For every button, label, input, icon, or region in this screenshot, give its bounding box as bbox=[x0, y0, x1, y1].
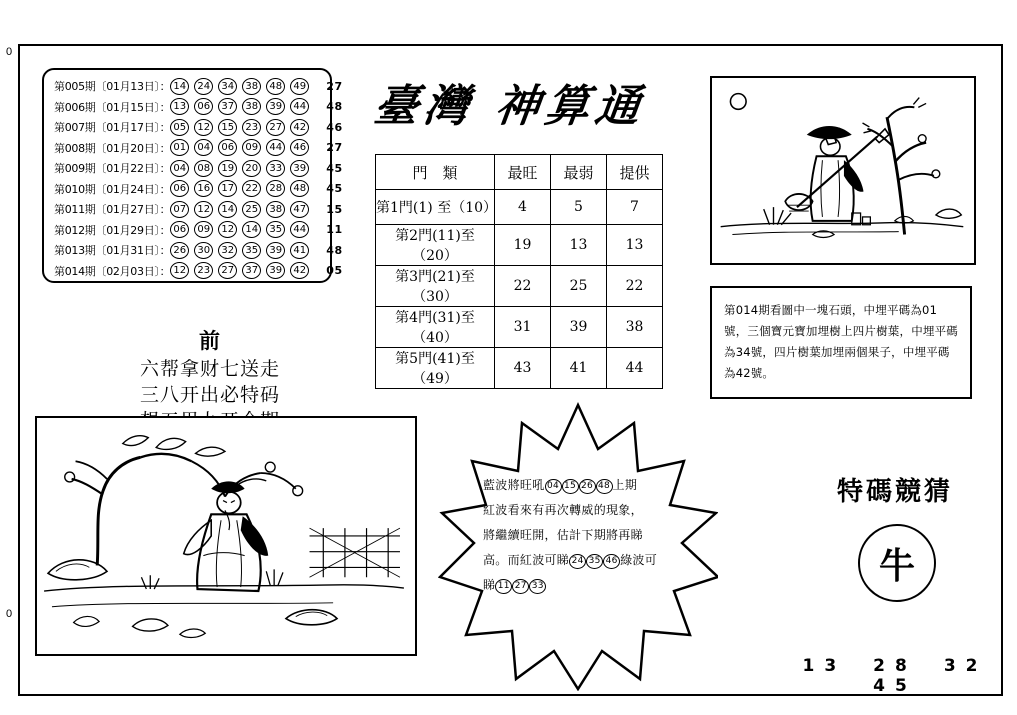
ball: 27 bbox=[218, 262, 237, 279]
ball: 08 bbox=[194, 160, 213, 177]
ball: 13 bbox=[170, 98, 189, 115]
burst-line-3: 將繼續旺開，估計下期將再睇 bbox=[483, 528, 643, 542]
ball: 14 bbox=[242, 221, 261, 238]
table-row bbox=[54, 138, 343, 159]
ball: 06 bbox=[170, 221, 189, 238]
ball: 35 bbox=[586, 554, 603, 569]
ball: 27 bbox=[512, 579, 529, 594]
ball: 23 bbox=[194, 262, 213, 279]
special-ball: 27 bbox=[326, 79, 343, 93]
burst-line-5-pre: 睇 bbox=[483, 578, 496, 592]
cell-range: 第5門(41)至（49） bbox=[376, 348, 495, 389]
draw-balls bbox=[170, 180, 342, 197]
zodiac-circle bbox=[858, 524, 936, 602]
column-header-offer: 提供 bbox=[607, 155, 663, 190]
draw-label: 第009期〔01月22日〕： bbox=[54, 162, 171, 176]
ball: 16 bbox=[194, 180, 213, 197]
ball: 15 bbox=[218, 119, 237, 136]
draw-label: 第006期〔01月15日〕： bbox=[54, 100, 171, 114]
ball: 48 bbox=[596, 479, 613, 494]
cell-cold: 41 bbox=[551, 348, 607, 389]
ball: 38 bbox=[242, 98, 261, 115]
gate-stats-table bbox=[375, 154, 663, 389]
draw-balls bbox=[170, 78, 342, 95]
cell-cold: 25 bbox=[551, 266, 607, 307]
ball: 44 bbox=[290, 98, 309, 115]
special-ball: 46 bbox=[326, 120, 343, 134]
table-row bbox=[54, 76, 343, 97]
cell-hot: 43 bbox=[495, 348, 551, 389]
ink-painting-sage-svg bbox=[37, 418, 411, 650]
ball: 44 bbox=[266, 139, 285, 156]
ball: 06 bbox=[170, 180, 189, 197]
burst-line-2: 紅波看來有再次轉威的現象， bbox=[483, 503, 643, 517]
ball: 12 bbox=[218, 221, 237, 238]
ball: 38 bbox=[242, 78, 261, 95]
ball: 25 bbox=[242, 201, 261, 218]
starburst-callout bbox=[438, 401, 718, 691]
table-row bbox=[54, 199, 343, 220]
tema-guess-title: 特碼競猜 bbox=[836, 477, 953, 507]
ball: 19 bbox=[218, 160, 237, 177]
ball: 33 bbox=[266, 160, 285, 177]
special-ball: 48 bbox=[326, 243, 343, 257]
draw-balls bbox=[170, 242, 342, 259]
table-row bbox=[54, 97, 343, 118]
burst-line-5 bbox=[483, 573, 673, 598]
draw-label: 第008期〔01月20日〕： bbox=[54, 141, 171, 155]
cell-hot: 19 bbox=[495, 225, 551, 266]
burst-line-4 bbox=[483, 548, 673, 573]
ink-painting-sage-icon bbox=[35, 416, 417, 656]
ball: 22 bbox=[242, 180, 261, 197]
ball: 17 bbox=[218, 180, 237, 197]
table-row bbox=[376, 348, 663, 389]
cell-offer: 13 bbox=[607, 225, 663, 266]
ball: 46 bbox=[290, 139, 309, 156]
ball: 33 bbox=[529, 579, 546, 594]
ball: 28 bbox=[266, 180, 285, 197]
cell-offer: 44 bbox=[607, 348, 663, 389]
ball: 04 bbox=[170, 160, 189, 177]
burst-text-block bbox=[483, 473, 673, 598]
cell-range: 第3門(21)至（30） bbox=[376, 266, 495, 307]
cell-range: 第1門(1) 至（10） bbox=[376, 190, 495, 225]
ball: 09 bbox=[194, 221, 213, 238]
ball: 44 bbox=[290, 221, 309, 238]
ball: 41 bbox=[290, 242, 309, 259]
table-row bbox=[54, 158, 343, 179]
draw-label: 第012期〔01月29日〕： bbox=[54, 223, 171, 237]
cell-range: 第2門(11)至（20） bbox=[376, 225, 495, 266]
special-ball: 27 bbox=[326, 141, 343, 155]
draw-label: 第005期〔01月13日〕： bbox=[54, 80, 171, 94]
column-header-category: 門 類 bbox=[376, 155, 495, 190]
ball: 01 bbox=[170, 139, 189, 156]
ball: 37 bbox=[242, 262, 261, 279]
table-row bbox=[54, 179, 343, 200]
ball: 24 bbox=[569, 554, 586, 569]
special-ball: 05 bbox=[326, 264, 343, 278]
note-text: 第014期看圖中一塊石頭，中埋平碼為01號，三個寶元寶加埋樹上四片樹葉，中埋平碼為34號，四片樹葉加埋兩個果子，中埋平碼為42號。 bbox=[724, 303, 958, 380]
ball: 26 bbox=[579, 479, 596, 494]
ball: 42 bbox=[290, 119, 309, 136]
zodiac-label: 牛 bbox=[878, 544, 915, 587]
cell-cold: 39 bbox=[551, 307, 607, 348]
cell-offer: 22 bbox=[607, 266, 663, 307]
draw-balls bbox=[170, 119, 342, 136]
burst-line-1 bbox=[483, 473, 673, 498]
ball: 09 bbox=[242, 139, 261, 156]
tema-numbers: 13 28 32 45 bbox=[802, 656, 1015, 696]
table-row bbox=[54, 240, 343, 261]
poem-line: 六帮拿财七送走 bbox=[139, 358, 280, 380]
ball: 14 bbox=[170, 78, 189, 95]
poem-heading: 前 bbox=[199, 328, 221, 353]
draw-label: 第011期〔01月27日〕： bbox=[54, 203, 171, 217]
ball: 38 bbox=[266, 201, 285, 218]
special-ball: 48 bbox=[326, 100, 343, 114]
ball: 49 bbox=[290, 78, 309, 95]
draw-balls bbox=[170, 160, 342, 177]
ball: 26 bbox=[170, 242, 189, 259]
ball: 20 bbox=[242, 160, 261, 177]
ball: 06 bbox=[194, 98, 213, 115]
special-ball: 45 bbox=[326, 182, 343, 196]
cell-cold: 5 bbox=[551, 190, 607, 225]
ball: 12 bbox=[194, 119, 213, 136]
ball: 37 bbox=[218, 98, 237, 115]
ball: 47 bbox=[290, 201, 309, 218]
draw-balls bbox=[170, 139, 342, 156]
draw-label: 第010期〔01月24日〕： bbox=[54, 182, 171, 196]
edge-mark-mid-left: 0 bbox=[6, 608, 13, 620]
draw-label: 第007期〔01月17日〕： bbox=[54, 121, 171, 135]
table-row bbox=[376, 190, 663, 225]
table-row bbox=[376, 225, 663, 266]
ball: 12 bbox=[194, 201, 213, 218]
special-ball: 11 bbox=[326, 223, 343, 237]
draw-balls bbox=[170, 98, 342, 115]
ball: 23 bbox=[242, 119, 261, 136]
ball: 39 bbox=[290, 160, 309, 177]
table-row bbox=[54, 220, 343, 241]
draw-balls bbox=[170, 201, 342, 218]
ball: 04 bbox=[194, 139, 213, 156]
ball: 14 bbox=[218, 201, 237, 218]
draw-balls bbox=[170, 221, 342, 238]
ball: 48 bbox=[266, 78, 285, 95]
ball: 34 bbox=[218, 78, 237, 95]
ink-painting-farmer-svg bbox=[712, 78, 970, 259]
picture-explanation-note bbox=[710, 286, 972, 399]
ball: 15 bbox=[562, 479, 579, 494]
ball: 32 bbox=[218, 242, 237, 259]
cell-hot: 4 bbox=[495, 190, 551, 225]
poster-sheet bbox=[18, 44, 1015, 696]
cell-range: 第4門(31)至（40） bbox=[376, 307, 495, 348]
cell-offer: 7 bbox=[607, 190, 663, 225]
burst-line-1-post: 上期 bbox=[612, 478, 638, 492]
ink-painting-farmer-icon bbox=[710, 76, 976, 265]
ball: 27 bbox=[266, 119, 285, 136]
ball: 12 bbox=[170, 262, 189, 279]
ball: 42 bbox=[290, 262, 309, 279]
draw-label: 第014期〔02月03日〕： bbox=[54, 264, 171, 278]
ball: 35 bbox=[242, 242, 261, 259]
column-header-hot: 最旺 bbox=[495, 155, 551, 190]
table-row bbox=[54, 261, 343, 282]
special-ball: 15 bbox=[326, 202, 343, 216]
draw-label: 第013期〔01月31日〕： bbox=[54, 244, 171, 258]
cell-hot: 22 bbox=[495, 266, 551, 307]
ball: 46 bbox=[603, 554, 620, 569]
table-header-row bbox=[376, 155, 663, 190]
ball: 05 bbox=[170, 119, 189, 136]
ball: 39 bbox=[266, 262, 285, 279]
cell-hot: 31 bbox=[495, 307, 551, 348]
draw-results-panel bbox=[42, 68, 343, 283]
ball: 30 bbox=[194, 242, 213, 259]
cell-offer: 38 bbox=[607, 307, 663, 348]
ball: 11 bbox=[495, 579, 512, 594]
ball: 39 bbox=[266, 242, 285, 259]
burst-line-4-post: 綠波可 bbox=[620, 553, 658, 567]
draw-balls bbox=[170, 262, 342, 279]
ball: 04 bbox=[545, 479, 562, 494]
table-row bbox=[54, 117, 343, 138]
page-title: 臺灣 神算通 bbox=[371, 81, 649, 132]
ball: 39 bbox=[266, 98, 285, 115]
burst-line-4-pre: 高。而紅波可睇 bbox=[483, 553, 570, 567]
ball: 24 bbox=[194, 78, 213, 95]
table-row bbox=[376, 266, 663, 307]
column-header-cold: 最弱 bbox=[551, 155, 607, 190]
cell-cold: 13 bbox=[551, 225, 607, 266]
poem-line: 三八开出必特码 bbox=[139, 384, 280, 406]
table-row bbox=[376, 307, 663, 348]
burst-line-1-pre: 藍波將旺吼 bbox=[483, 478, 545, 492]
special-ball: 45 bbox=[326, 161, 343, 175]
ball: 35 bbox=[266, 221, 285, 238]
edge-mark-top-left: 0 bbox=[6, 46, 13, 58]
ball: 48 bbox=[290, 180, 309, 197]
ball: 07 bbox=[170, 201, 189, 218]
ball: 06 bbox=[218, 139, 237, 156]
